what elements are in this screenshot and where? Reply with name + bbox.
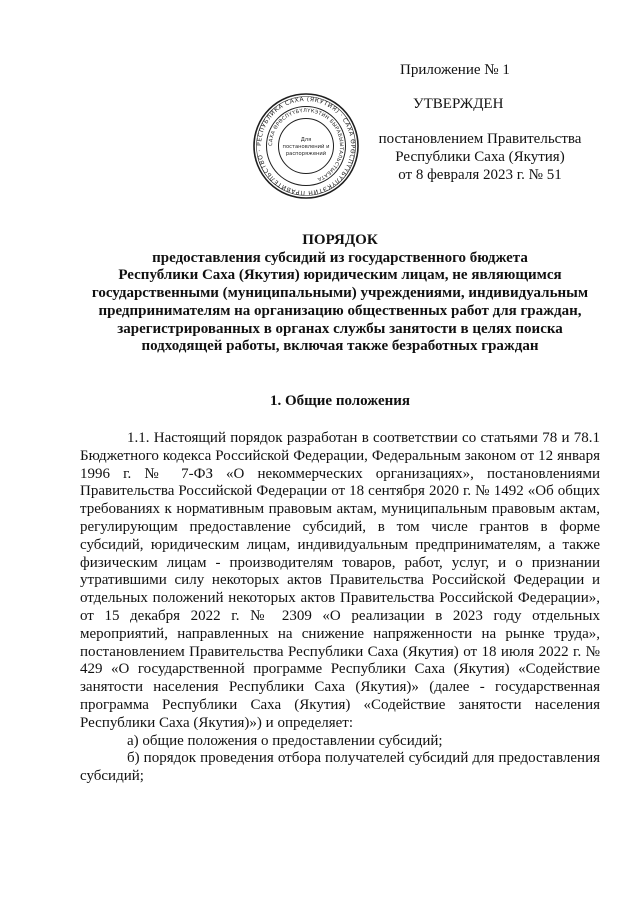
title-line: подходящей работы, включая также безработных граждан: [141, 338, 539, 355]
document-title: [80, 232, 600, 356]
title-line: предпринимателям на организацию общественных работ для граждан,: [98, 302, 582, 319]
appendix-label: Приложение № 1: [400, 62, 510, 78]
seal-inner-text: САХА ӨРӨСПҮҮБҮЛҮКЭТИН БЫРАБЫЫТАЛЬСТЫБАТА: [267, 107, 345, 182]
title-heading: ПОРЯДОК: [302, 232, 378, 248]
title-line: государственными (муниципальными) учреждениями, индивидуальным: [91, 285, 589, 302]
seal-center-line: постановлений и: [282, 144, 330, 150]
seal-center-line: распоряжений: [285, 151, 327, 157]
resolution-reference: [350, 130, 610, 184]
approved-label: УТВЕРЖДЕН: [413, 96, 504, 112]
resolution-line: Республики Саха (Якутия): [395, 149, 565, 165]
title-line: Республики Саха (Якутия) юридическим лицам, не являющимся: [118, 267, 562, 284]
paragraph: а) общие положения о предоставлении субсидий;: [127, 732, 443, 749]
resolution-line: от 8 февраля 2023 г. № 51: [398, 167, 562, 183]
seal-outer-text: РЕСПУБЛИКА САХА (ЯКУТИЯ) · САХА ӨРӨСПҮҮБҮЛҮКЭТИН ПРАВИТЕЛЬСТВО ·: [255, 95, 357, 197]
section-body: [80, 430, 600, 786]
government-seal: [252, 92, 360, 200]
seal-center-line: Для: [300, 137, 312, 143]
section-heading: 1. Общие положения: [269, 393, 411, 409]
paragraph: 1.1. Настоящий порядок разработан в соответствии со статьями 78 и 78.1 Бюджетного кодекса Российской Федерации, Федеральным законом от 12 января 1996 г. № 7-ФЗ «О некоммерческих организациях», постановлениями Правительства Российской Федерации от 18 сентября 2020 г. № 1492 «Об общих требованиях к нормативным правовым актам, муниципальным правовым актам, регулирующим предоставление субсидий, в том числе грантов в форме субсидий, юридическим лицам, индивидуальным предпринимателям, а также физическим лицам - производителям товаров, работ, услуг, и о признании утратившими силу некоторых актов Правительства Российской Федерации и отдельных положений некоторых актов Правительства Российской Федерации», от 15 декабря 2022 г. № 2309 «О реализации в 2023 году отдельных мероприятий, направленных на снижение напряженности на рынке труда», постановлением Правительства Республики Саха (Якутия) от 18 июля 2022 г. № 429 «О государственной программе Республики Саха (Якутия) «Содействие занятости населения Республики Саха (Якутия)» (далее - государственная программа Республики Саха (Якутия) «Содействие занятости населения Республики Саха (Якутия)») и определяет:: [80, 430, 600, 731]
title-line: предоставления субсидий из государственного бюджета: [152, 249, 528, 266]
paragraph: б) порядок проведения отбора получателей субсидий для предоставления субсидий;: [80, 750, 600, 785]
resolution-line: постановлением Правительства: [378, 131, 582, 147]
title-line: зарегистрированных в органах службы занятости в целях поиска: [117, 320, 563, 337]
